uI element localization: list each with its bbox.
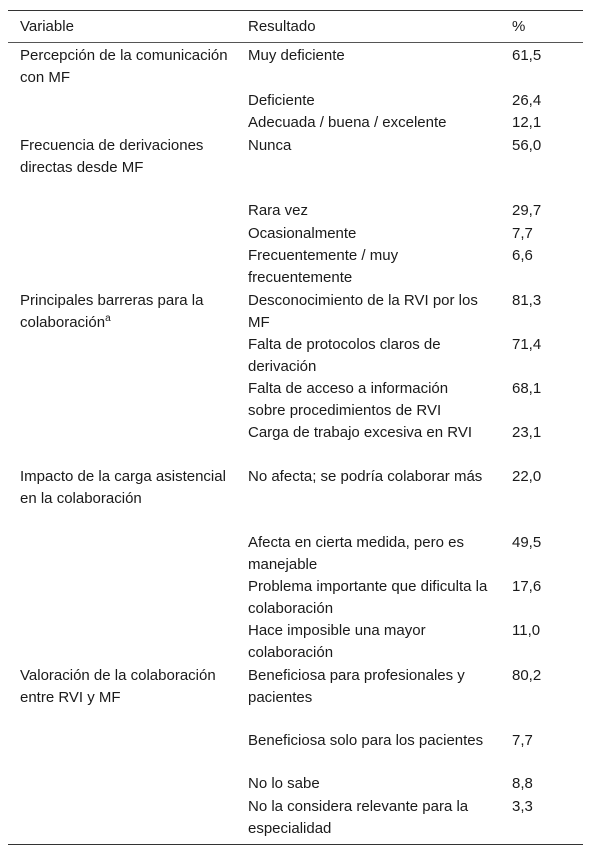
cell-result: Carga de trabajo excesiva en RVI [248,424,473,441]
cell-result: Falta de protocolos claros de derivación [248,336,441,375]
cell-result: Problema importante que dificulta la colaboración [248,578,488,617]
cell-result: Frecuentemente / muy frecuentemente [248,247,399,286]
cell-percent: 11,0 [512,622,541,639]
cell-variable-text: Principales barreras para la colaboración [20,292,204,331]
cell-variable [20,135,230,179]
cell-variable-text: Frecuencia de derivaciones directas desde MF [20,137,204,176]
table-top-rule [8,10,583,11]
cell-result: No afecta; se podría colaborar más [248,468,483,485]
cell-variable [20,45,230,89]
cell-percent: 6,6 [512,247,533,264]
cell-percent: 22,0 [512,468,542,485]
cell-result: Afecta en cierta medida, pero es manejable [248,534,464,573]
cell-percent: 71,4 [512,336,542,353]
cell-variable-text: Percepción de la comunicación con MF [20,47,228,86]
cell-result: Nunca [248,137,292,154]
cell-percent: 68,1 [512,380,542,397]
cell-percent: 3,3 [512,798,533,815]
cell-result: Falta de acceso a información sobre procedimientos de RVI [248,380,449,419]
cell-result: No lo sabe [248,775,320,792]
cell-result: Desconocimiento de la RVI por los MF [248,292,478,331]
cell-percent: 56,0 [512,137,542,154]
header-variable: Variable [20,18,74,35]
header-rule [8,42,583,43]
footnote-marker: a [105,313,111,324]
cell-variable-text: Impacto de la carga asistencial en la colaboración [20,468,226,507]
cell-percent: 23,1 [512,424,542,441]
cell-result: Beneficiosa para profesionales y pacientes [248,667,465,706]
cell-percent: 49,5 [512,534,542,551]
cell-variable [20,290,230,334]
cell-result: No la considera relevante para la especialidad [248,798,469,837]
cell-percent: 7,7 [512,225,533,242]
table-bottom-rule [8,844,583,845]
cell-variable-text: Valoración de la colaboración entre RVI y MF [20,667,216,706]
cell-result: Hace imposible una mayor colaboración [248,622,426,661]
cell-percent: 8,8 [512,775,533,792]
cell-percent: 61,5 [512,47,542,64]
cell-result: Rara vez [248,202,309,219]
cell-percent: 80,2 [512,667,542,684]
cell-result: Beneficiosa solo para los pacientes [248,732,484,749]
cell-variable [20,466,230,510]
cell-result: Ocasionalmente [248,225,357,242]
header-percent: % [512,18,526,35]
cell-percent: 17,6 [512,578,542,595]
cell-result: Muy deficiente [248,47,345,64]
cell-percent: 26,4 [512,92,542,109]
header-result: Resultado [248,18,316,35]
cell-result: Adecuada / buena / excelente [248,114,447,131]
cell-percent: 12,1 [512,114,542,131]
cell-variable [20,665,230,709]
cell-percent: 7,7 [512,732,533,749]
cell-percent: 29,7 [512,202,542,219]
cell-result: Deficiente [248,92,315,109]
cell-percent: 81,3 [512,292,542,309]
